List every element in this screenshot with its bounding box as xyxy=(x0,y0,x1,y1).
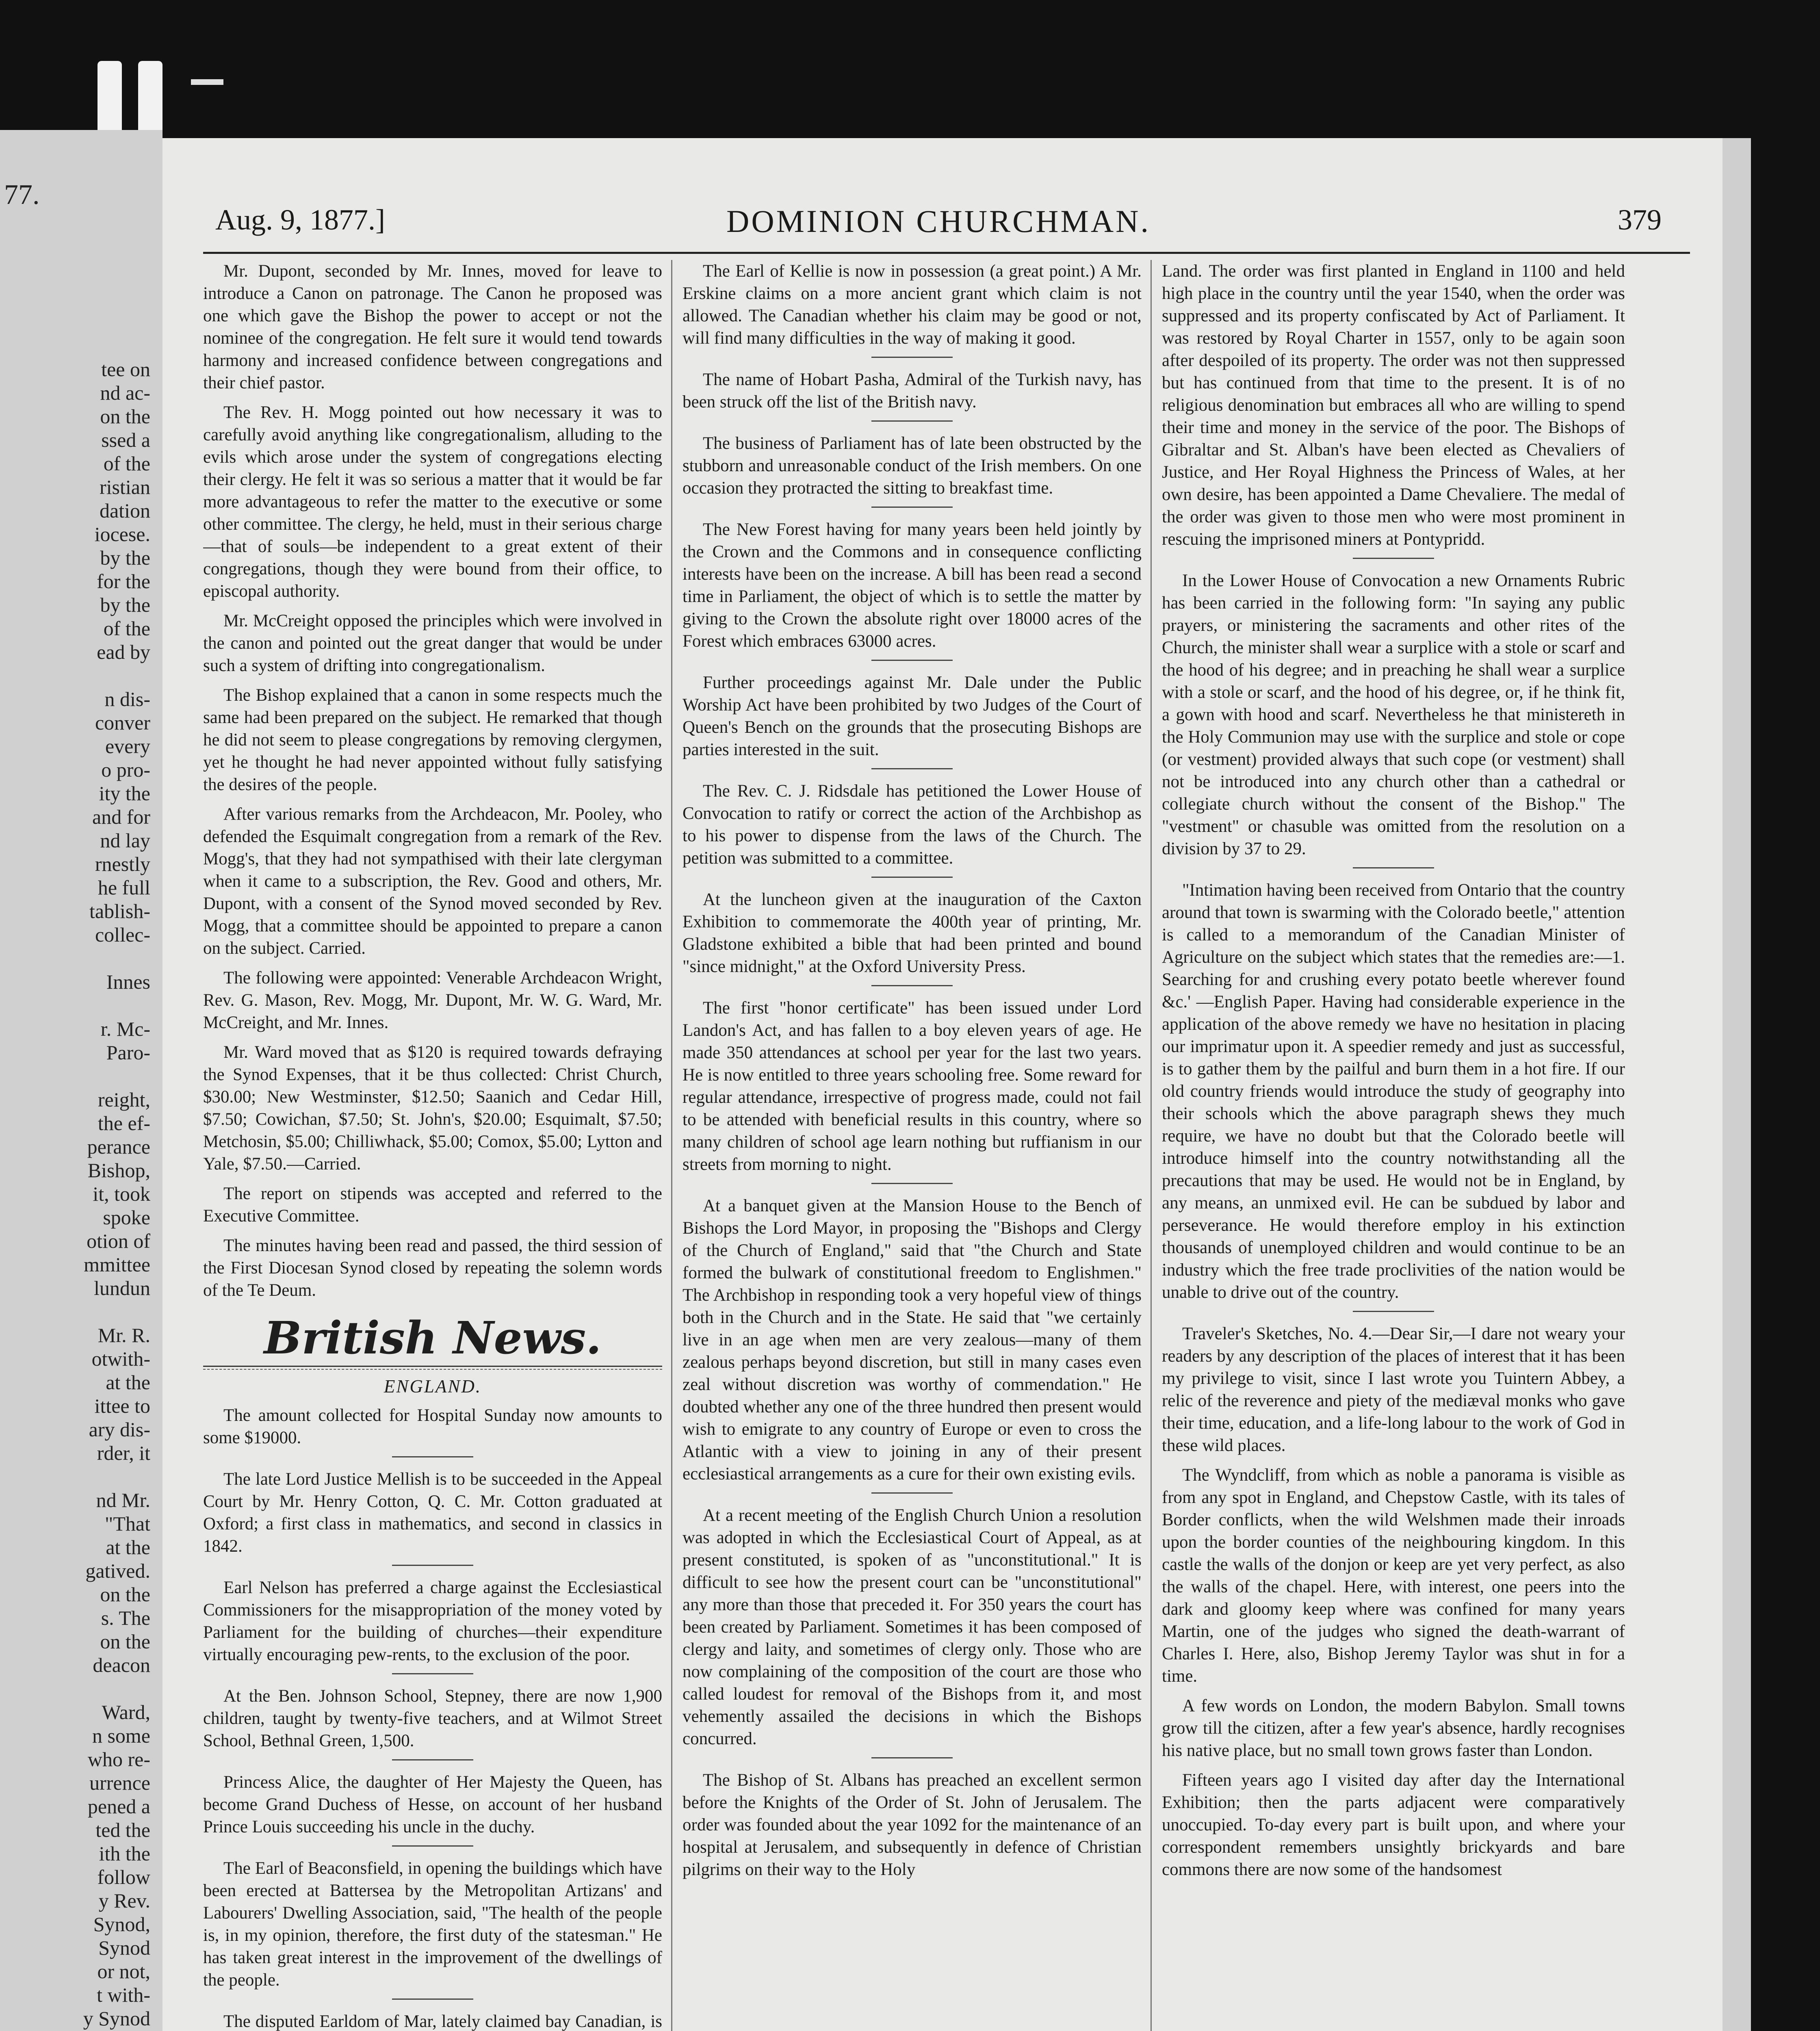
news-item: The first "honor certificate" has been issued under Lord Landon's Act, and has fallen to a boy eleven years of age. He made 350 attendances at school per year for the last two years. He is now entitled to three years schooling free. Some reward for regular attendance, irrespective of progress made, could not fail to be attended with beneficial results in this country, where so many children of school age learn nothing but ruffianism in our streets from morning to night. xyxy=(682,998,1142,1174)
separator xyxy=(871,357,953,358)
news-item: The amount collected for Hospital Sunday now amounts to some $19000. xyxy=(203,1406,662,1447)
paragraph: Mr. Ward moved that as $120 is required towards defraying the Synod Expenses, that it be thus collected: Christ Church, $30.00; New Westminster, $12.50; Saanich and Cedar Hill, $7.50; Cowichan, $7.50; St. John's, $20.00; Esquimalt, $7.50; Metchosin, $5.00; Chilliwhack, $5.00; Comox, $5.00; Lytton and Yale, $7.50.—Carried. xyxy=(203,1043,662,1174)
section-subheading: ENGLAND. xyxy=(384,1376,482,1397)
separator xyxy=(392,1673,473,1674)
paragraph: After various remarks from the Archdeacon, Mr. Pooley, who defended the Esquimalt congregation from a remark of the Rev. Mogg's, that they had not sympathised with their late clergyman when it came to a subscription, the Rev. Good and others, Mr. Dupont, with a consent of the Synod moved seconded by Rev. Mogg, that a committee should be appointed to prepare a canon on the subject. Carried. xyxy=(203,805,662,958)
separator xyxy=(1353,1311,1434,1312)
separator xyxy=(1353,867,1434,868)
news-item: At a recent meeting of the English Church Union a resolution was adopted in which the Ecclesiastical Court of Appeal, as at present constituted, is spoken of as "unconstitutional." It is difficult to see how the present court can be "unconstitutional" any more than those that preceded it. For 350 years the court has been created by Parliament. Sometimes it has been composed of clergy and laity, and sometimes of clergy only. Those who are now complaining of the composition of the court are those who called loudest for removal of the Bishops from it, and most vehemently assailed the decisions in which the Bishops concurred. xyxy=(682,1506,1142,1748)
separator xyxy=(871,660,953,661)
column-3 xyxy=(1162,260,1625,2031)
news-item: A few words on London, the modern Babylon. Small towns grow till the citizen, after a few year's absence, hardly recognises his native place, but no small town grows faster than London. xyxy=(1162,1696,1625,1760)
news-item: The Bishop of St. Albans has preached an excellent sermon before the Knights of the Order of St. John of Jerusalem. The order was founded about the year 1092 for the maintenance of an hospital at Jerusalem, and subsequently in defence of Christian pilgrims on their way to the Holy xyxy=(682,1771,1142,1879)
paragraph: Mr. McCreight opposed the principles which were involved in the canon and pointed out the great danger that would be under such a system of drifting into congregationalism. xyxy=(203,611,662,675)
column-1 xyxy=(203,260,662,2031)
masthead-title: DOMINION CHURCHMAN. xyxy=(726,204,1151,239)
news-item: Fifteen years ago I visited day after day the International Exhibition; then the parts adjacent were comparatively unoccupied. To-day every part is built upon, and where your correspondent remembers unsightly brickyards and bare commons there are now some of the handsomest xyxy=(1162,1771,1625,1879)
separator xyxy=(871,1757,953,1758)
separator xyxy=(392,1759,473,1760)
newspaper-page xyxy=(162,138,1722,2031)
section-rule xyxy=(203,1366,662,1370)
header-rule xyxy=(203,252,1690,254)
news-item: The name of Hobart Pasha, Admiral of the Turkish navy, has been struck off the list of the British navy. xyxy=(682,370,1142,411)
separator xyxy=(392,1565,473,1566)
separator xyxy=(392,1845,473,1847)
separator xyxy=(1353,558,1434,559)
news-item: At the luncheon given at the inauguration of the Caxton Exhibition to commemorate the 400th year of printing, Mr. Gladstone exhibited a bible that had been printed and bound "since midnight," at the Oxford University Press. xyxy=(682,890,1142,976)
page-header xyxy=(215,203,1662,248)
page-number: 379 xyxy=(1618,204,1662,236)
previous-page-number: 77. xyxy=(4,179,40,210)
previous-page-text: tee on nd ac- on the ssed a of the ristian dation iocese. by the for the by the of the ead by n dis- conver every o pro- ity the and for nd lay rnestly he full tablish- collec- Innes r. Mc- Paro- reight, the ef- perance Bishop, it, took spoke otion of mmittee lundun Mr. R. otwith- at the ittee to ary dis- rder, it nd Mr. "That at the gatived. on the s. The on the deacon Ward, n some who re- urrence pened a ted the ith the follow y Rev. Synod, Synod or not, t with- y Synod xyxy=(83,358,150,2030)
paragraph: Mr. Dupont, seconded by Mr. Innes, moved for leave to introduce a Canon on patronage. The Canon he proposed was one which gave the Bishop the power to accept or not the nominee of the congregation. He felt sure it would tend towards harmony and increased confidence between congregations and their chief pastor. xyxy=(203,262,662,392)
separator xyxy=(871,985,953,986)
news-item: At the Ben. Johnson School, Stepney, there are now 1,900 children, taught by twenty-five teachers, and at Wilmot Street School, Bethnal Green, 1,500. xyxy=(203,1687,662,1750)
column-rule xyxy=(671,260,672,2031)
paragraph: The Bishop explained that a canon in some respects much the same had been prepared on the subject. He remarked that though he did not seem to please congregations by removing clergymen, yet he thought he had never appointed without fully satisfying the desires of the people. xyxy=(203,686,662,794)
separator xyxy=(871,768,953,769)
news-item: The Earl of Beaconsfield, in opening the buildings which have been erected at Battersea by the Metropolitan Artizans' and Labourers' Dwelling Association, said, "The health of the people is, in my opinion, therefore, the first duty of the statesman." He has taken great interest in the improvement of the dwellings of the people. xyxy=(203,1859,662,1990)
news-item: The late Lord Justice Mellish is to be succeeded in the Appeal Court by Mr. Henry Cotton, Q. C. Mr. Cotton graduated at Oxford; a first class in mathematics, and second in classics in 1842. xyxy=(203,1470,662,1556)
news-item: The Earl of Kellie is now in possession (a great point.) A Mr. Erskine claims on a more ancient grant which claim is not allowed. The Canadian whether his claim may be good or not, will find many difficulties in the way of making it good. xyxy=(682,262,1142,348)
paragraph: The report on stipends was accepted and referred to the Executive Committee. xyxy=(203,1184,662,1226)
film-dash-top xyxy=(191,79,223,85)
news-item: Earl Nelson has preferred a charge against the Ecclesiastical Commissioners for the misappropriation of the money voted by Parliament for the building of churches—their expenditure virtually encouraging pew-rents, to the exclusion of the poor. xyxy=(203,1578,662,1664)
separator xyxy=(871,877,953,878)
news-item: The business of Parliament has of late been obstructed by the stubborn and unreasonable conduct of the Irish members. On one occasion they protracted the sitting to breakfast time. xyxy=(682,434,1142,498)
news-item: Traveler's Sketches, No. 4.—Dear Sir,—I dare not weary your readers by any description of the places of interest that it has been my privilege to visit, since I last wrote you Tuintern Abbey, a relic of the reverence and piety of the mediæval monks who gave their time, education, and a life-long labour to the work of God in these wild places. xyxy=(1162,1324,1625,1455)
news-item: Princess Alice, the daughter of Her Majesty the Queen, has become Grand Duchess of Hesse, on account of her husband Prince Louis succeeding his uncle in the duchy. xyxy=(203,1773,662,1836)
separator xyxy=(392,1999,473,2000)
column-2 xyxy=(682,260,1142,2031)
news-item: The Wyndcliff, from which as noble a panorama is visible as from any spot in England, and Chepstow Castle, with its tales of Border conflicts, when the wild Welshmen made their inroads upon the border counties of the neighbouring kingdom. In this castle the walls of the donjon or keep are yet very perfect, as also the walls of the chapel. Here, with interest, one peers into the dark and gloomy keep where was confined for many years Martin, one of the judges who signed the death-warrant of Charles I. Here, also, Bishop Jeremy Taylor was shut in for a time. xyxy=(1162,1466,1625,1686)
separator xyxy=(871,507,953,508)
news-item: The New Forest having for many years been held jointly by the Crown and the Commons and in consequence conflicting interests have been on the increase. A bill has been read a second time in Parliament, the object of which is to settle the matter by giving to the Crown the absolute right over 18000 acres of the Forest which embraces 63000 acres. xyxy=(682,520,1142,651)
column-rule xyxy=(1150,260,1152,2031)
previous-page-fragment xyxy=(0,130,162,2031)
paragraph: The Rev. H. Mogg pointed out how necessary it was to carefully avoid anything like congregationalism, alluding to the evils which arose under the system of congregations electing their clergy. He felt it was so serious a matter that it would be far more advantageous to refer the matter to the executive or some other committee. The clergy, he held, must in their serious charge—that of souls—be independent to a great extent of their congregations, though they were bound from their office, to episcopal authority. xyxy=(203,403,662,601)
page-edge xyxy=(1722,138,1751,2031)
news-item: The disputed Earldom of Mar, lately claimed bay Canadian, is xyxy=(223,2012,662,2031)
news-item: At a banquet given at the Mansion House to the Bench of Bishops the Lord Mayor, in proposing the "Bishops and Clergy of the Church of England," said that "the Church and State formed the bulwark of constitutional freedom to Englishmen." The Archbishop in responding took a very hopeful view of things both in the Church and in the State. He said that "we certainly live in an age when men are very zealous—many of them zealous perhaps beyond discretion, but still in many cases even zeal without discretion was worthy of commendation." He doubted whether any one of the three hundred then present would wish to emigrate to any country of Europe or even to cross the Atlantic with a view to joining in any of their present ecclesiastical arrangements as a cure for their own existing evils. xyxy=(682,1196,1142,1483)
separator xyxy=(871,420,953,422)
section-heading: British News. xyxy=(264,1312,602,1364)
issue-date: Aug. 9, 1877.] xyxy=(215,204,385,236)
separator xyxy=(392,1456,473,1457)
separator xyxy=(871,1492,953,1494)
paragraph: The minutes having been read and passed, the third session of the First Diocesan Synod closed by repeating the solemn words of the Te Deum. xyxy=(203,1236,662,1300)
news-item: The Rev. C. J. Ridsdale has petitioned the Lower House of Convocation to ratify or correct the action of the Archbishop as to his power to dispense from the laws of the Church. The petition was submitted to a committee. xyxy=(682,782,1142,868)
news-item: "Intimation having been received from Ontario that the country around that town is swarming with the Colorado beetle," attention is called to a memorandum of the Canadian Minister of Agriculture on the subject which states that the remedies are:—1. Searching for and crushing every potato beetle wherever found &c.' —English Paper. Having had considerable experience in the application of the above remedy we have no hesitation in placing our imprimatur upon it. A speedier remedy and just as successful, is to gather them by the pailful and burn them in a hot fire. If our old country friends would introduce the study of geography into their schools which the above paragraph shews they much require, we have no doubt but that the Colorado beetle will introduce himself into the country notwithstanding all the precautions that may be used. He would not be in England, by any means, an unmixed evil. He can be subdued by labor and perseverance. He would therefore employ in his extinction thousands of unemployed children and would continue to be an industry which the free trade proclivities of the nation would be unable to drive out of the country. xyxy=(1162,881,1625,1302)
news-item: Further proceedings against Mr. Dale under the Public Worship Act have been prohibited by two Judges of the Court of Queen's Bench on the grounds that the prosecuting Bishops are parties interested in the suit. xyxy=(682,673,1142,759)
news-item: Land. The order was first planted in England in 1100 and held high place in the country until the year 1540, when the order was suppressed and its property confiscated by Act of Parliament. It was restored by Royal Charter in 1557, only to be again soon after despoiled of its property. The order was not then suppressed but has continued from that time to the present. It is of no religious denomination but embraces all who are willing to spend their time and money in the service of the poor. The Bishops of Gibraltar and St. Alban's have been elected as Chevaliers of Justice, and Her Royal Highness the Princess of Wales, at her own desire, has been appointed a Dame Chevaliere. The medal of the order was given to those men who were most prominent in rescuing the imprisoned miners at Pontypridd. xyxy=(1162,262,1625,549)
paragraph: The following were appointed: Venerable Archdeacon Wright, Rev. G. Mason, Rev. Mogg, Mr. Dupont, Mr. W. G. Ward, Mr. McCreight, and Mr. Innes. xyxy=(203,968,662,1032)
separator xyxy=(871,1183,953,1184)
news-item: In the Lower House of Convocation a new Ornaments Rubric has been carried in the following form: "In saying any public prayers, or ministering the sacraments and other rites of the Church, the minister shall wear a surplice with a stole or scarf and the hood of his degree; and in preaching he shall wear a surplice with a stole or scarf, and the hood of his degree, or, if he think fit, a gown with hood and scarf. Nevertheless he that ministereth in the Holy Communion may use with the surplice and stole or cope (or vestment) provided always that such cope (or vestment) shall not be introduced into any church other than a cathedral or collegiate church without the consent of the Bishop." The "vestment" or chasuble was omitted from the resolution on a division by 37 to 29. xyxy=(1162,571,1625,858)
